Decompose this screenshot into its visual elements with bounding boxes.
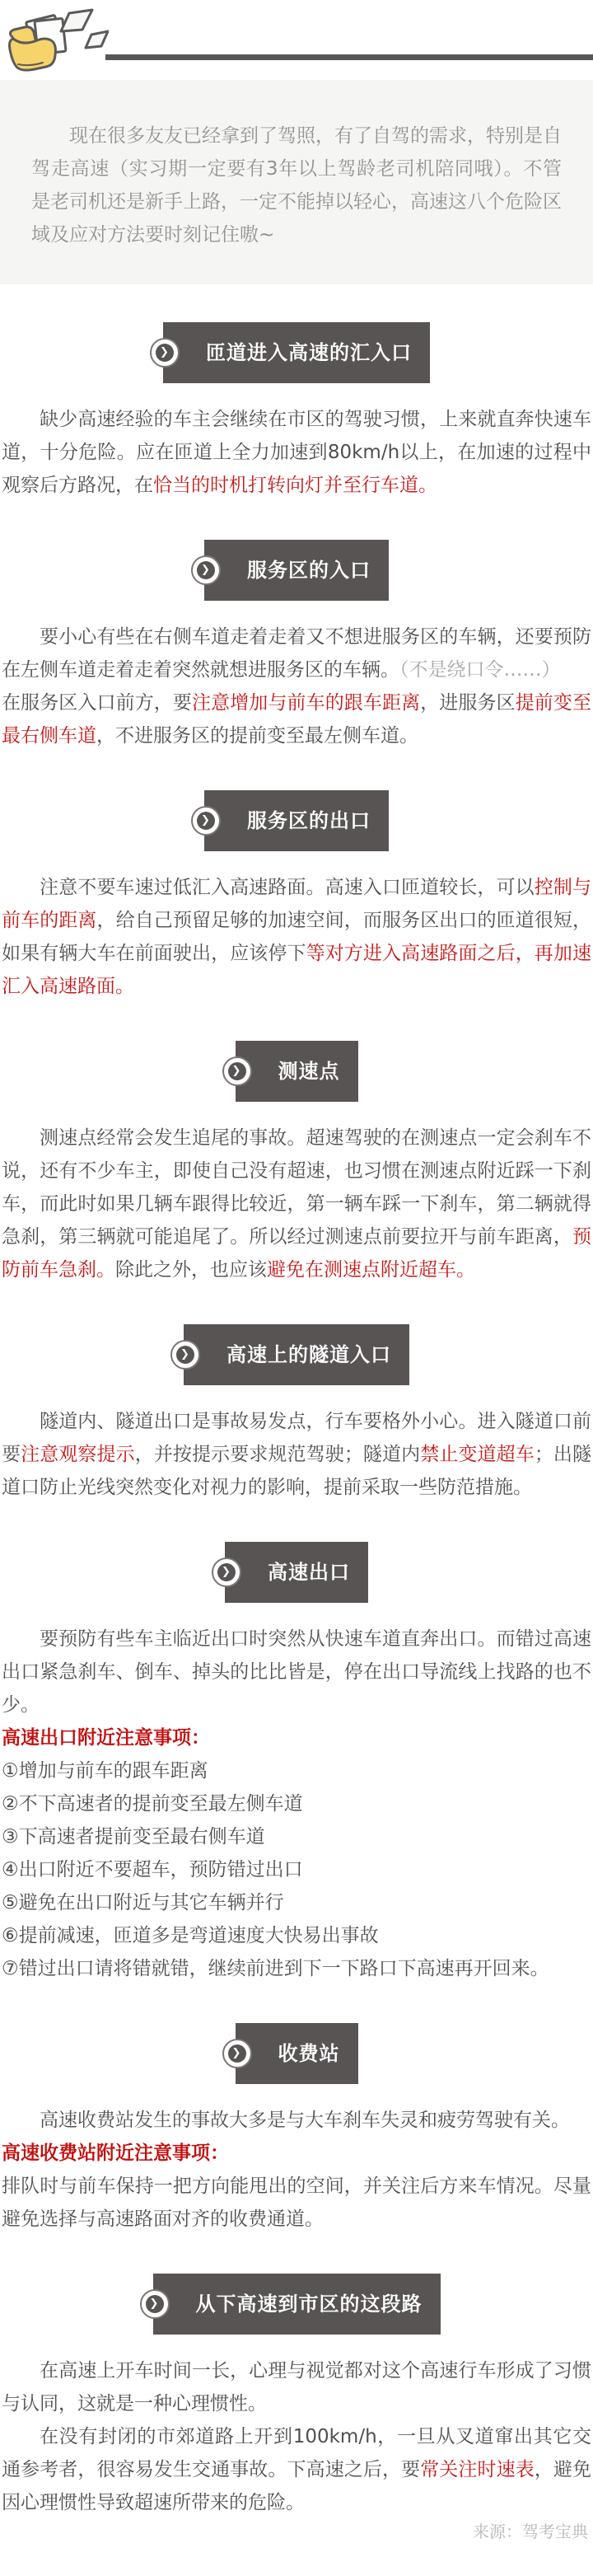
body-text: 在没有封闭的市郊道路上开到100km/h，一旦从叉道窜出其它交通参考者，很容易发生交通事故。下高速之后，要 — [2, 2426, 591, 2480]
highlight-text: 禁止变道超车 — [420, 1444, 535, 1465]
section-badge — [149, 2274, 441, 2335]
highlight-text: 注意增加与前车的跟车距离 — [192, 692, 421, 714]
paragraph — [2, 686, 591, 752]
list-item: ③下高速者提前变至最右侧车道 — [2, 1826, 265, 1848]
chevron-circle-icon: ❯ — [222, 1056, 252, 1086]
section-badge — [160, 322, 430, 383]
chevron-circle-icon: ❯ — [140, 2289, 170, 2319]
chevron-circle-icon: ❯ — [191, 806, 221, 836]
section-badge-row — [2, 322, 591, 383]
body-text: ，进服务区 — [420, 692, 516, 714]
paragraph — [2, 1122, 591, 1286]
highlight-text: 注意观察提示 — [21, 1444, 135, 1465]
chevron-circle-icon: ❯ — [212, 1557, 241, 1587]
folder-doodle-icon — [5, 7, 109, 74]
section-badge-row — [2, 790, 591, 851]
section-badge-row — [2, 2023, 591, 2084]
section-badge-label: 测速点 — [278, 1060, 340, 1083]
body-text: ，给自己预留足够的加速空间，而服务区出口的匝道很短，如果有辆大车在前面驶出，应该停下 — [2, 910, 592, 964]
body-text: 除此之外，也应该 — [115, 1259, 267, 1281]
section-1 — [2, 322, 591, 502]
body-text: 排队时与前车保持一把方向能甩出的空间，并关注后方来车情况。尽量避免选择与高速路面对齐的收费通道。 — [2, 2176, 591, 2230]
paragraph — [2, 2170, 591, 2236]
section-badge-label: 服务区的出口 — [247, 809, 371, 832]
body-text: 在高速上开车时间一长，心理与视觉都对这个高速行车形成了习惯与认同，这就是一种心理惯性。 — [2, 2360, 591, 2414]
body-text: （不是绕口令……） — [399, 659, 561, 681]
section-badge — [201, 540, 389, 601]
section-badge — [180, 1324, 409, 1385]
source-credit: 来源：驾考宝典 — [473, 2522, 588, 2541]
paragraph — [2, 621, 591, 686]
highlight-text: 预防前车急刹。 — [2, 1226, 591, 1281]
section-2 — [2, 540, 591, 752]
section-badge-label: 高速出口 — [268, 1561, 350, 1584]
list-item: ⑤避免在出口附近与其它车辆并行 — [2, 1892, 284, 1913]
section-badge — [231, 2023, 358, 2084]
section-8 — [2, 2274, 591, 2519]
section-badge-label: 从下高速到市区的这段路 — [195, 2293, 423, 2316]
paragraph — [2, 2420, 591, 2519]
section-3 — [2, 790, 591, 1003]
highlight-text: 提前变至最右侧车道 — [2, 692, 592, 747]
body-text: 缺少高速经验的车主会继续在市区的驾驶习惯，上来就直奔快速车道，十分危险。应在匝道上全力加速到80km/h以上，在加速的过程中观察后方路况，在 — [2, 409, 591, 496]
body-text: ，避免因心理惯性导致超速所带来的危险。 — [2, 2459, 592, 2513]
body-text: ，不进服务区的提前变至最左侧车道。 — [96, 725, 418, 747]
section-7 — [2, 2023, 591, 2236]
section-badge-label: 匝道进入高速的汇入口 — [206, 341, 412, 364]
section-badge — [201, 790, 389, 851]
section-badge-label: 收费站 — [278, 2042, 340, 2065]
chevron-circle-icon: ❯ — [170, 1340, 200, 1370]
list-item: ④出口附近不要超车，预防错过出口 — [2, 1859, 303, 1880]
section-badge-row — [2, 1041, 591, 1102]
paragraph — [2, 1405, 591, 1504]
section-6 — [2, 1542, 591, 1985]
highlight-text: 控制与前车的距离 — [2, 877, 592, 931]
header-divider — [105, 54, 593, 60]
highlight-text: 避免在测速点附近超车。 — [267, 1259, 475, 1281]
highlight-text: 常关注时速表 — [420, 2459, 535, 2480]
list-item: ⑦错过出口请将错就错，继续前进到下一下路口下高速再开回来。 — [2, 1958, 549, 1979]
paragraph — [2, 2104, 591, 2137]
paragraph — [2, 871, 591, 1003]
body-text: 高速收费站发生的事故大多是与大车刹车失灵和疲劳驾驶有关。 — [40, 2110, 570, 2131]
section-5 — [2, 1324, 591, 1504]
section-4 — [2, 1041, 591, 1286]
body-text: 要小心有些在右侧车道走着走着又不想进服务区的车辆，还要预防在左侧车道走着走着突然就想进服务区的车辆。 — [2, 626, 591, 681]
list-item: ①增加与前车的跟车距离 — [2, 1760, 208, 1782]
list-item: ⑥提前减速，匝道多是弯道速度大快易出事故 — [2, 1925, 379, 1946]
page-header — [0, 0, 593, 80]
body-text: 要预防有些车主临近出口时突然从快速车道直奔出口。而错过高速出口紧急刹车、倒车、掉头的比比皆是，停在出口导流线上找路的也不少。 — [2, 1628, 591, 1716]
section-badge — [222, 1542, 368, 1603]
paragraph — [2, 403, 591, 502]
body-text: 测速点经常会发生追尾的事故。超速驾驶的在测速点一定会刹车不说，还有不少车主，即使自己没有超速，也习惯在测速点附近踩一下刹车，而此时如果几辆车跟得比较近，第一辆车踩一下刹车，第二辆就得急刹，第三辆就可能追尾了。所以经过测速点前要拉开与前车距离， — [2, 1127, 591, 1248]
article-sections — [0, 322, 593, 2519]
red-subheading: 高速出口附近注意事项： — [2, 1727, 210, 1749]
paragraph — [2, 2354, 591, 2420]
body-text: ，并按提示要求规范驾驶；隧道内 — [134, 1444, 421, 1465]
section-badge — [231, 1041, 358, 1102]
body-text: ；出隧道口防止光线突然变化对视力的影响，提前采取一些防范措施。 — [2, 1444, 592, 1498]
body-text: 隧道内、隧道出口是事故易发点，行车要格外小心。进入隧道口前要 — [2, 1411, 591, 1465]
chevron-circle-icon: ❯ — [150, 338, 180, 368]
paragraph — [2, 1623, 591, 1721]
list-item: ②不下高速者的提前变至最左侧车道 — [2, 1793, 303, 1815]
body-text: 注意不要车速过低汇入高速路面。高速入口匝道较长，可以 — [40, 877, 535, 898]
body-text: 在服务区入口前方，要 — [2, 692, 192, 714]
section-badge-label: 服务区的入口 — [247, 559, 371, 582]
section-badge-row — [2, 1324, 591, 1385]
highlight-text: 恰当的时机打转向灯并至行车道。 — [153, 475, 437, 496]
section-badge-row — [2, 540, 591, 601]
red-subheading: 高速收费站附近注意事项： — [2, 2143, 229, 2164]
intro-paragraph: 现在很多友友已经拿到了驾照，有了自驾的需求，特别是自驾走高速（实习期一定要有3年以上驾龄老司机陪同哦）。不管是老司机还是新手上路，一定不能掉以轻心，高速这八个危险区域及应对方法要时刻记住嗷~ — [0, 80, 593, 284]
section-badge-row — [2, 1542, 591, 1603]
section-badge-label: 高速上的隧道入口 — [226, 1343, 391, 1366]
chevron-circle-icon: ❯ — [191, 555, 221, 585]
section-badge-row — [2, 2274, 591, 2335]
chevron-circle-icon: ❯ — [222, 2039, 252, 2068]
highlight-text: 等对方进入高速路面之后，再加速汇入高速路面。 — [2, 943, 592, 997]
